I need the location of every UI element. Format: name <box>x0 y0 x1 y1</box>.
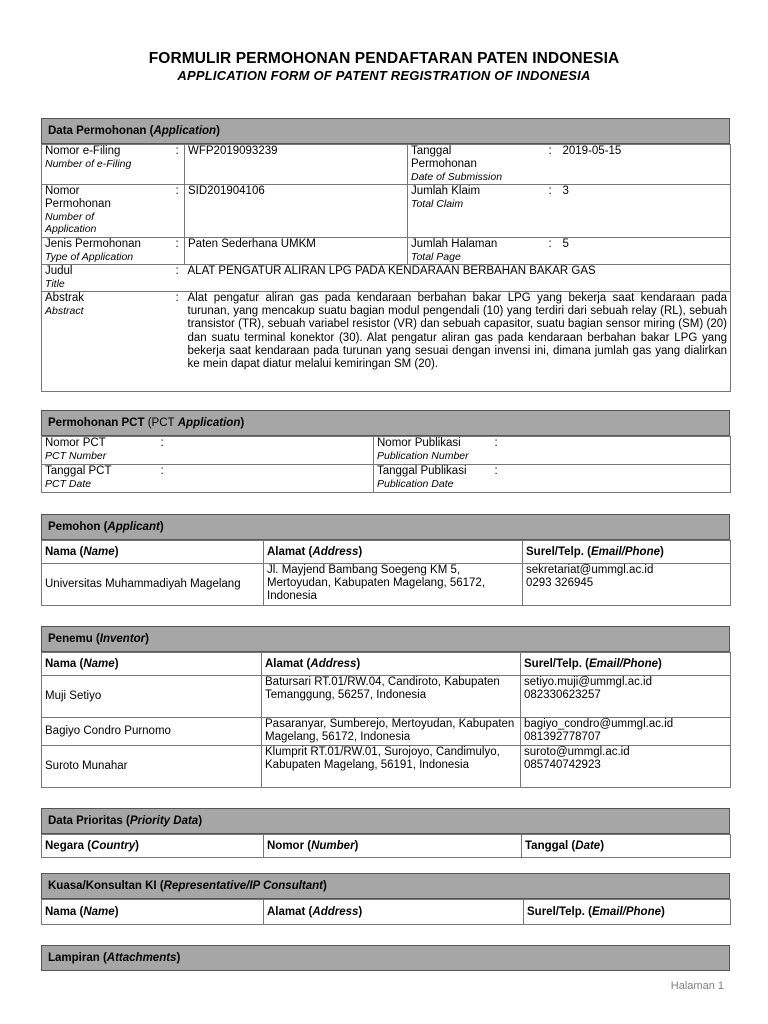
colon: : <box>546 185 560 238</box>
pub-date-label: Tanggal Publikasi <box>377 465 467 477</box>
colon: : <box>546 238 560 265</box>
inventor-column-headers: Nama (Name) Alamat (Address) Surel/Telp. (Email/Phone) <box>42 653 731 676</box>
claims-label: Jumlah Klaim <box>411 185 481 197</box>
applicant-table <box>41 540 731 606</box>
type-row: Jenis Permohonan Type of Application : Paten Sederhana UMKM Jumlah Halaman Total Page : 5 <box>42 238 731 265</box>
inventor-header: Penemu (Inventor) <box>41 626 730 652</box>
attachments-header: Lampiran (Attachments) <box>41 945 730 971</box>
applicant-phone: 0293 326945 <box>526 577 594 589</box>
form-title: FORMULIR PERMOHONAN PENDAFTARAN PATEN INDONESIA <box>148 50 620 67</box>
inventor-address: Klumprit RT.01/RW.01, Surojoyo, Candimulyo, Kabupaten Magelang, 56191, Indonesia <box>262 746 521 788</box>
pages-value: 5 <box>560 238 731 265</box>
pct-number-label: Nomor PCT <box>45 437 106 449</box>
number-value: SID201904106 <box>185 185 408 238</box>
claims-value: 3 <box>560 185 731 238</box>
efiling-label-en: Number of e-Filing <box>45 158 132 170</box>
applicant-column-headers: Nama (Name) Alamat (Address) Surel/Telp. (Email/Phone) <box>42 541 731 564</box>
table-row <box>42 676 731 718</box>
colon: : <box>173 292 185 392</box>
type-label: Jenis Permohonan <box>45 238 141 250</box>
inventor-phone: 082330623257 <box>524 689 601 701</box>
inventor-name: Suroto Munahar <box>42 746 262 788</box>
pct-date-colon: : <box>158 465 374 493</box>
colon: : <box>173 265 185 292</box>
applicant-email: sekretariat@ummgl.ac.id <box>526 564 654 576</box>
table-row <box>42 718 731 746</box>
application-table <box>41 144 731 392</box>
efiling-value: WFP2019093239 <box>185 145 408 185</box>
representative-table <box>41 899 731 925</box>
table-row <box>42 564 731 606</box>
form-subtitle: APPLICATION FORM OF PATENT REGISTRATION OF INDONESIA <box>177 68 591 83</box>
title-row: Judul Title : ALAT PENGATUR ALIRAN LPG PADA KENDARAAN BERBAHAN BAKAR GAS <box>42 265 731 292</box>
pct-number-colon: : <box>158 437 374 465</box>
title-label: Judul <box>45 265 73 277</box>
inventor-table <box>41 652 731 788</box>
priority-table <box>41 834 731 858</box>
applicant-section <box>41 514 730 606</box>
colon: : <box>546 145 560 185</box>
date-label-en: Date of Submission <box>411 171 503 183</box>
abstract-row: Abstrak Abstract : Alat pengatur aliran gas pada kendaraan berbahan bakar LPG yang bekerja saat kendaraan pada turunan, yang mencakup suatu bagian modul pengendali (10) yang terdiri dari sebuah relay (RL), sebuah transistor (TR), sebuah variabel resistor (VR) dan sebuah capasitor, suatu bagian sensor miring (SM) (20) dan suatu terminal konektor (30). Alat pengatur aliran gas pada kendaraan berbahan bakar LPG yang bekerja saat kendaraan pada turunan yang sesuai dengan invensi ini, dimana jumlah gas yang dialirkan ke mein dapat diatur melalui kemiringan SM (20). <box>42 292 731 392</box>
abstract-value: Alat pengatur aliran gas pada kendaraan berbahan bakar LPG yang bekerja saat kendaraan pada turunan, yang mencakup suatu bagian modul pengendali (10) yang terdiri dari sebuah relay (RL), sebuah transistor (TR), sebuah variabel resistor (VR) dan sebuah capasitor, suatu bagian sensor miring (SM) (20) dan suatu terminal konektor (30). Alat pengatur aliran gas pada kendaraan berbahan bakar LPG yang bekerja saat kendaraan pada turunan yang sesuai dengan invensi ini, dimana jumlah gas yang dialirkan ke mein dapat diatur melalui kemiringan SM (20). <box>185 292 731 392</box>
type-value: Paten Sederhana UMKM <box>185 238 408 265</box>
pub-number-label: Nomor Publikasi <box>377 437 461 449</box>
inventor-email: bagiyo_condro@ummgl.ac.id <box>524 718 674 730</box>
pct-header: Permohonan PCT (PCT Application) <box>41 410 730 436</box>
inventor-address: Batursari RT.01/RW.04, Candiroto, Kabupaten Temanggung, 56257, Indonesia <box>262 676 521 718</box>
representative-header: Kuasa/Konsultan KI (Representative/IP Consultant) <box>41 873 730 899</box>
priority-header: Data Prioritas (Priority Data) <box>41 808 730 834</box>
pct-table: Nomor PCT PCT Number : Nomor Publikasi Publication Number : Tanggal PCT PCT Date : Tanggal Publikasi Publication Date : <box>41 436 731 493</box>
applicant-address: Jl. Mayjend Bambang Soegeng KM 5, Mertoyudan, Kabupaten Magelang, 56172, Indonesia <box>264 564 523 606</box>
priority-section <box>41 808 730 858</box>
inventor-name: Bagiyo Condro Purnomo <box>42 718 262 746</box>
inventor-email: suroto@ummgl.ac.id <box>524 746 630 758</box>
inventor-email: setiyo.muji@ummgl.ac.id <box>524 676 652 688</box>
efiling-row: Nomor e-Filing Number of e-Filing : WFP2019093239 Tanggal Permohonan Date of Submission : 2019-05-15 <box>42 145 731 185</box>
application-header: Data Permohonan (Application) <box>41 118 730 144</box>
representative-section <box>41 873 730 925</box>
inventor-name: Muji Setiyo <box>42 676 262 718</box>
table-row <box>42 746 731 788</box>
inventor-address: Pasaranyar, Sumberejo, Mertoyudan, Kabupaten Magelang, 56172, Indonesia <box>262 718 521 746</box>
date-value: 2019-05-15 <box>560 145 731 185</box>
abstract-label: Abstrak <box>45 292 84 304</box>
colon: : <box>173 145 185 185</box>
efiling-label: Nomor e-Filing <box>45 145 121 157</box>
colon: : <box>173 185 185 238</box>
page-number: Halaman 1 <box>670 980 724 992</box>
pct-section <box>41 410 730 493</box>
pub-date-colon: : <box>492 465 731 493</box>
number-row: Nomor Permohonan Number of Application : SID201904106 Jumlah Klaim Total Claim : 3 <box>42 185 731 238</box>
number-label: Nomor <box>45 185 80 197</box>
priority-column-headers: Negara (Country) Nomor (Number) Tanggal (Date) <box>42 835 731 858</box>
application-section <box>41 118 730 392</box>
applicant-header: Pemohon (Applicant) <box>41 514 730 540</box>
inventor-phone: 081392778707 <box>524 731 601 743</box>
pub-number-colon: : <box>492 437 731 465</box>
inventor-phone: 085740742923 <box>524 759 601 771</box>
colon: : <box>173 238 185 265</box>
pages-label: Jumlah Halaman <box>411 238 498 250</box>
attachments-section <box>41 945 730 971</box>
applicant-name: Universitas Muhammadiyah Magelang <box>42 564 264 606</box>
inventor-section <box>41 626 730 788</box>
title-value: ALAT PENGATUR ALIRAN LPG PADA KENDARAAN BERBAHAN BAKAR GAS <box>185 265 731 292</box>
date-label: Tanggal <box>411 145 452 157</box>
representative-column-headers: Nama (Name) Alamat (Address) Surel/Telp. (Email/Phone) <box>42 900 731 925</box>
pct-date-label: Tanggal PCT <box>45 465 112 477</box>
